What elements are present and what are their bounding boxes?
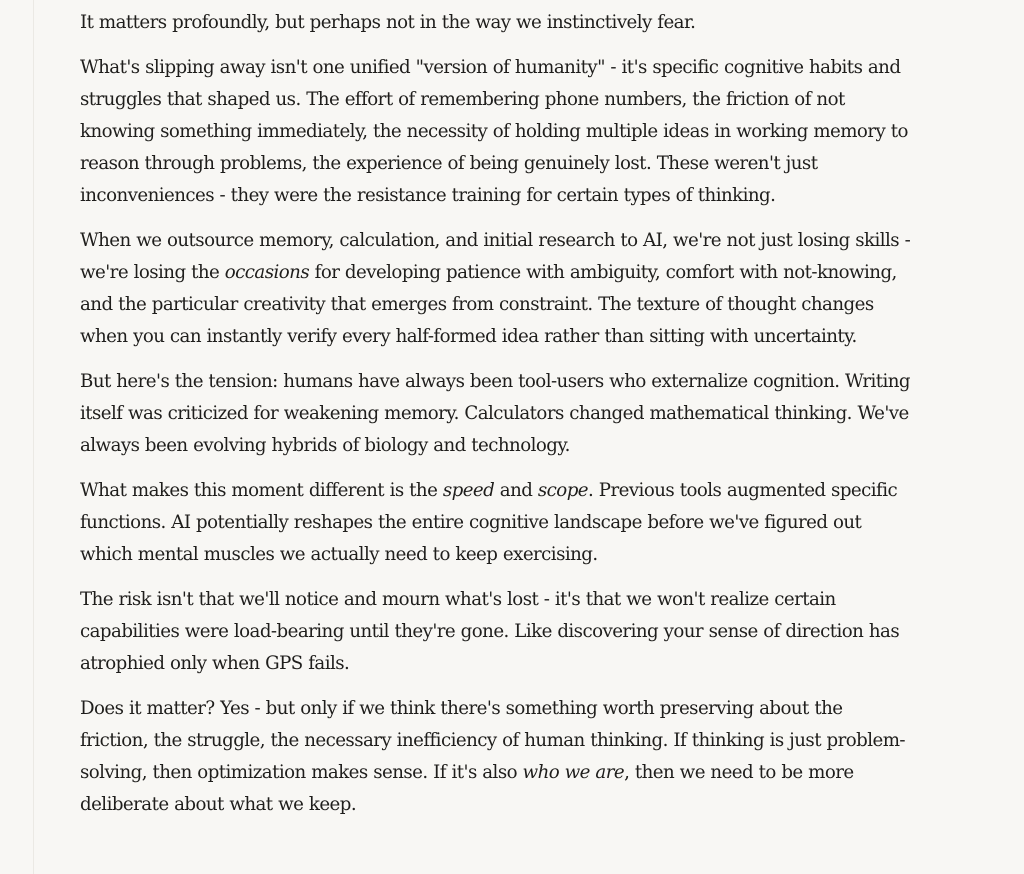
emphasis-scope: scope xyxy=(537,480,589,501)
paragraph-text: , then we need to be more deliberate about what we keep. xyxy=(80,762,854,815)
response-paragraph xyxy=(80,52,916,212)
paragraph-text: . Previous tools augmented specific functions. AI potentially reshapes the entire cognitive landscape before we've figured out which mental muscles we actually need to keep exercising. xyxy=(80,480,898,565)
paragraph-text: What's slipping away isn't one unified "version of humanity" - it's specific cognitive habits and struggles that shaped us. The effort of remembering phone numbers, the friction of not knowing something immediately, the necessity of holding multiple ideas in working memory to reason through problems, the experience of being genuinely lost. These weren't just inconveniences - they were the resistance training for certain types of thinking. xyxy=(80,57,908,206)
paragraph-text: It matters profoundly, but perhaps not in the way we instinctively fear. xyxy=(80,12,696,33)
paragraph-text: When we outsource memory, calculation, and initial research to AI, we're not just losing skills - we're losing the xyxy=(80,230,911,283)
paragraph-text: What makes this moment different is the xyxy=(80,480,443,501)
response-paragraph xyxy=(80,475,916,571)
paragraph-text: for developing patience with ambiguity, comfort with not-knowing, and the particular creativity that emerges from constraint. The texture of thought changes when you can instantly verify every half-formed idea rather than sitting with uncertainty. xyxy=(80,262,897,347)
response-paragraph xyxy=(80,693,916,821)
paragraph-text: and xyxy=(494,480,538,501)
response-paragraph xyxy=(80,366,916,462)
emphasis-who-we-are: who we are xyxy=(522,762,625,783)
paragraph-text: But here's the tension: humans have always been tool-users who externalize cognition. Writing itself was criticized for weakening memory. Calculators changed mathematical thinking. We've always been evolving hybrids of biology and technology. xyxy=(80,371,911,456)
conversation-left-border xyxy=(33,0,34,874)
emphasis-occasions: occasions xyxy=(224,262,310,283)
paragraph-text: Does it matter? Yes - but only if we think there's something worth preserving about the friction, the struggle, the necessary inefficiency of human thinking. If thinking is just problem-solving, then optimization makes sense. If it's also xyxy=(80,698,905,783)
response-paragraph xyxy=(80,225,916,353)
response-paragraph xyxy=(80,584,916,680)
response-paragraph xyxy=(80,7,916,39)
paragraph-text: The risk isn't that we'll notice and mourn what's lost - it's that we won't realize certain capabilities were load-bearing until they're gone. Like discovering your sense of direction has atrophied only when GPS fails. xyxy=(80,589,900,674)
emphasis-speed: speed xyxy=(442,480,495,501)
assistant-response xyxy=(80,0,916,834)
